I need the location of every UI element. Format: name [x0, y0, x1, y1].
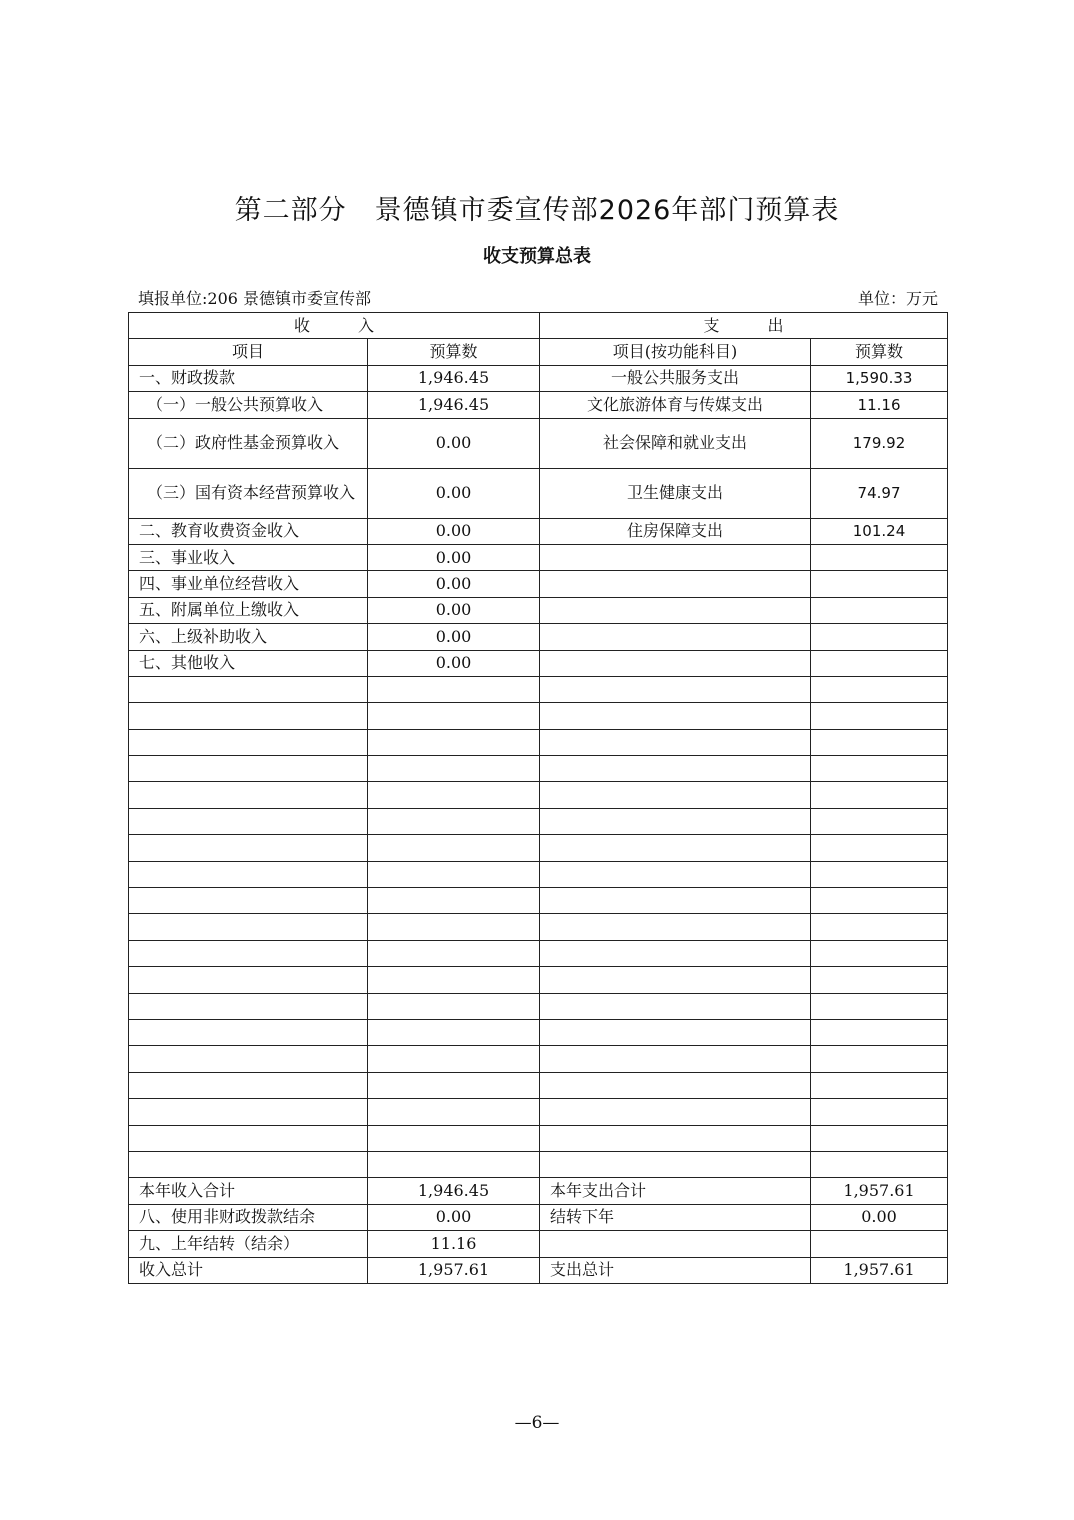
expense-item: [540, 1151, 811, 1177]
expense-item: [540, 835, 811, 861]
income-item: [129, 756, 368, 782]
expense-amount: 1,957.61: [811, 1257, 948, 1283]
expense-amount: [811, 808, 948, 834]
expense-item: [540, 1099, 811, 1125]
income-amount: 0.00: [368, 571, 540, 597]
expense-amount: [811, 914, 948, 940]
income-amount: 0.00: [368, 597, 540, 623]
table-row: [129, 808, 948, 834]
page-number: —6—: [514, 1413, 560, 1433]
expense-amount: [811, 650, 948, 676]
expense-item: [540, 940, 811, 966]
income-amount: [368, 1151, 540, 1177]
table-row: [129, 703, 948, 729]
expense-amount: [811, 1046, 948, 1072]
income-item: [129, 888, 368, 914]
income-item: 七、其他收入: [129, 650, 368, 676]
income-amount: [368, 1125, 540, 1151]
income-item: [129, 835, 368, 861]
expense-amount: 101.24: [811, 518, 948, 544]
income-item: （三）国有资本经营预算收入: [129, 468, 368, 518]
income-item: [129, 1072, 368, 1098]
expense-header: 支 出: [540, 313, 948, 339]
table-row: [129, 729, 948, 755]
expense-item: [540, 1072, 811, 1098]
table-row: [129, 392, 948, 418]
expense-item: 文化旅游体育与传媒支出: [540, 392, 811, 418]
expense-amount: [811, 676, 948, 702]
col-header-income-amount: 预算数: [368, 339, 540, 365]
col-header-expense-item: 项目(按功能科目): [540, 339, 811, 365]
expense-amount: [811, 835, 948, 861]
table-meta: [138, 286, 938, 309]
expense-item: [540, 571, 811, 597]
income-item: [129, 676, 368, 702]
income-amount: 1,946.45: [368, 365, 540, 391]
expense-item: [540, 650, 811, 676]
expense-item: [540, 597, 811, 623]
expense-item: 卫生健康支出: [540, 468, 811, 518]
income-item: [129, 1125, 368, 1151]
table-row: [129, 544, 948, 570]
expense-amount: [811, 993, 948, 1019]
expense-amount: [811, 544, 948, 570]
income-item: （二）政府性基金预算收入: [129, 418, 368, 468]
table-row: [129, 1151, 948, 1177]
income-amount: 0.00: [368, 544, 540, 570]
income-amount: [368, 1019, 540, 1045]
income-amount: [368, 888, 540, 914]
income-amount: 1,957.61: [368, 1257, 540, 1283]
income-item: 九、上年结转（结余）: [129, 1231, 368, 1257]
table-row: [129, 1125, 948, 1151]
expense-amount: 74.97: [811, 468, 948, 518]
income-item: [129, 1099, 368, 1125]
income-item: [129, 914, 368, 940]
table-row: [129, 624, 948, 650]
table-row: [129, 967, 948, 993]
expense-amount: [811, 1099, 948, 1125]
income-item: [129, 1019, 368, 1045]
expense-item: [540, 544, 811, 570]
expense-item: [540, 1046, 811, 1072]
expense-item: 支出总计: [540, 1257, 811, 1283]
income-item: [129, 703, 368, 729]
income-amount: [368, 914, 540, 940]
income-item: 四、事业单位经营收入: [129, 571, 368, 597]
income-amount: [368, 1072, 540, 1098]
expense-item: [540, 756, 811, 782]
table-row: [129, 835, 948, 861]
reporting-unit: 填报单位:206 景德镇市委宣传部: [138, 289, 372, 308]
income-amount: [368, 993, 540, 1019]
col-header-expense-amount: 预算数: [811, 339, 948, 365]
income-amount: [368, 1099, 540, 1125]
expense-amount: [811, 624, 948, 650]
income-item: [129, 1151, 368, 1177]
section-header-row: [129, 313, 948, 339]
expense-item: [540, 1019, 811, 1045]
expense-item: [540, 1231, 811, 1257]
table-row: [129, 782, 948, 808]
table-row: [129, 1019, 948, 1045]
table-row: [129, 940, 948, 966]
table-row: [129, 914, 948, 940]
income-amount: 11.16: [368, 1231, 540, 1257]
income-item: 本年收入合计: [129, 1178, 368, 1204]
expense-amount: [811, 782, 948, 808]
income-amount: [368, 756, 540, 782]
budget-summary-table: [128, 312, 948, 1284]
expense-item: [540, 624, 811, 650]
expense-item: 一般公共服务支出: [540, 365, 811, 391]
income-amount: 0.00: [368, 518, 540, 544]
total-row: [129, 1231, 948, 1257]
income-header: 收 入: [129, 313, 540, 339]
income-amount: 0.00: [368, 650, 540, 676]
table-row: [129, 756, 948, 782]
income-item: 六、上级补助收入: [129, 624, 368, 650]
income-amount: 1,946.45: [368, 1178, 540, 1204]
expense-amount: 1,957.61: [811, 1178, 948, 1204]
income-amount: [368, 940, 540, 966]
income-item: [129, 993, 368, 1019]
expense-amount: [811, 1125, 948, 1151]
income-item: 二、教育收费资金收入: [129, 518, 368, 544]
income-item: （一）一般公共预算收入: [129, 392, 368, 418]
expense-item: [540, 703, 811, 729]
table-row: [129, 888, 948, 914]
expense-amount: [811, 861, 948, 887]
expense-amount: [811, 729, 948, 755]
table-row: [129, 571, 948, 597]
expense-item: [540, 1125, 811, 1151]
expense-item: 结转下年: [540, 1204, 811, 1230]
expense-amount: 1,590.33: [811, 365, 948, 391]
table-row: [129, 650, 948, 676]
expense-amount: 0.00: [811, 1204, 948, 1230]
income-amount: [368, 703, 540, 729]
income-item: 八、使用非财政拨款结余: [129, 1204, 368, 1230]
income-item: 收入总计: [129, 1257, 368, 1283]
expense-amount: [811, 756, 948, 782]
table-row: [129, 365, 948, 391]
table-row: [129, 861, 948, 887]
page-title: 第二部分 景德镇市委宣传部2026年部门预算表: [234, 195, 840, 226]
income-amount: [368, 835, 540, 861]
expense-amount: [811, 703, 948, 729]
expense-amount: [811, 967, 948, 993]
income-amount: [368, 967, 540, 993]
income-amount: [368, 729, 540, 755]
expense-item: [540, 729, 811, 755]
expense-item: 社会保障和就业支出: [540, 418, 811, 468]
income-amount: 0.00: [368, 418, 540, 468]
expense-item: [540, 967, 811, 993]
income-amount: [368, 676, 540, 702]
expense-item: [540, 782, 811, 808]
expense-item: 住房保障支出: [540, 518, 811, 544]
table-row: [129, 1046, 948, 1072]
income-amount: [368, 808, 540, 834]
income-amount: [368, 861, 540, 887]
currency-unit: 单位：万元: [857, 289, 938, 308]
income-item: [129, 808, 368, 834]
table-row: [129, 518, 948, 544]
table-row: [129, 1099, 948, 1125]
table-row: [129, 993, 948, 1019]
income-amount: 0.00: [368, 624, 540, 650]
expense-amount: [811, 888, 948, 914]
table-row: [129, 1072, 948, 1098]
income-amount: [368, 1046, 540, 1072]
total-row: [129, 1178, 948, 1204]
table-row: [129, 418, 948, 468]
expense-item: [540, 914, 811, 940]
expense-item: [540, 808, 811, 834]
income-amount: 0.00: [368, 468, 540, 518]
income-item: [129, 967, 368, 993]
expense-amount: [811, 940, 948, 966]
income-item: 三、事业收入: [129, 544, 368, 570]
income-amount: 0.00: [368, 1204, 540, 1230]
table-row: [129, 597, 948, 623]
total-row: [129, 1257, 948, 1283]
expense-item: [540, 861, 811, 887]
expense-amount: [811, 1151, 948, 1177]
expense-amount: [811, 597, 948, 623]
income-item: 五、附属单位上缴收入: [129, 597, 368, 623]
income-item: [129, 729, 368, 755]
total-row: [129, 1204, 948, 1230]
expense-amount: [811, 1072, 948, 1098]
income-item: [129, 861, 368, 887]
expense-amount: [811, 571, 948, 597]
table-row: [129, 468, 948, 518]
expense-amount: [811, 1231, 948, 1257]
expense-amount: [811, 1019, 948, 1045]
income-item: [129, 940, 368, 966]
col-header-income-item: 项目: [129, 339, 368, 365]
expense-item: [540, 888, 811, 914]
expense-amount: 11.16: [811, 392, 948, 418]
table-row: [129, 676, 948, 702]
income-amount: [368, 782, 540, 808]
expense-amount: 179.92: [811, 418, 948, 468]
column-header-row: [129, 339, 948, 365]
income-amount: 1,946.45: [368, 392, 540, 418]
expense-item: 本年支出合计: [540, 1178, 811, 1204]
expense-item: [540, 993, 811, 1019]
income-item: 一、财政拨款: [129, 365, 368, 391]
table-title: 收支预算总表: [483, 246, 591, 267]
income-item: [129, 782, 368, 808]
expense-item: [540, 676, 811, 702]
income-item: [129, 1046, 368, 1072]
